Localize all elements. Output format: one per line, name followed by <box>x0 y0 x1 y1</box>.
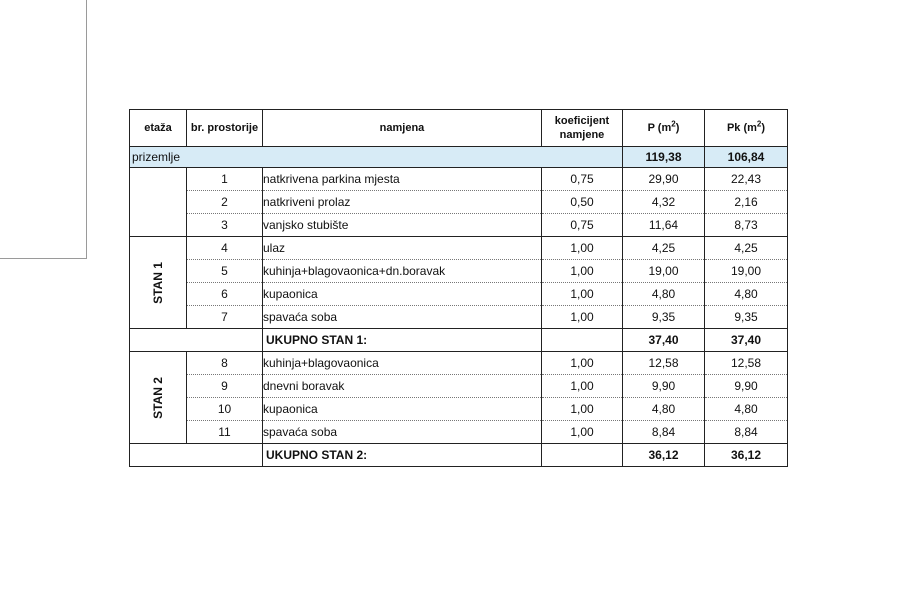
room-area-pk: 12,58 <box>705 352 788 375</box>
room-coefficient: 0,75 <box>542 214 623 237</box>
room-area-pk: 8,84 <box>705 421 788 444</box>
room-number: 7 <box>187 306 263 329</box>
stan2-total-label: UKUPNO STAN 2: <box>263 444 542 467</box>
room-area-p: 9,90 <box>623 375 705 398</box>
stan2-total-p: 36,12 <box>623 444 705 467</box>
room-number: 9 <box>187 375 263 398</box>
header-purpose: namjena <box>263 110 542 147</box>
table-row <box>130 375 788 398</box>
room-coefficient: 1,00 <box>542 306 623 329</box>
room-area-p: 4,32 <box>623 191 705 214</box>
ground-floor-pk: 106,84 <box>705 147 788 168</box>
room-purpose: kuhinja+blagovaonica <box>263 352 542 375</box>
room-coefficient: 1,00 <box>542 352 623 375</box>
room-area-pk: 4,80 <box>705 398 788 421</box>
table-row <box>130 168 788 191</box>
room-area-p: 12,58 <box>623 352 705 375</box>
room-area-pk: 2,16 <box>705 191 788 214</box>
room-area-pk: 8,73 <box>705 214 788 237</box>
area-table <box>129 109 788 467</box>
table-row <box>130 260 788 283</box>
room-number: 5 <box>187 260 263 283</box>
room-area-p: 11,64 <box>623 214 705 237</box>
header-area-pk <box>705 110 788 147</box>
room-area-pk: 9,35 <box>705 306 788 329</box>
header-area-p-close: ) <box>675 122 680 134</box>
ground-floor-label: prizemlje <box>130 147 623 168</box>
room-purpose: spavaća soba <box>263 306 542 329</box>
stan1-total-spacer <box>130 329 263 352</box>
room-coefficient: 1,00 <box>542 398 623 421</box>
room-coefficient: 0,75 <box>542 168 623 191</box>
table-row <box>130 352 788 375</box>
header-coefficient-line2: namjene <box>559 129 605 141</box>
stan1-label: STAN 1 <box>151 261 165 304</box>
header-area-pk-sup: 2 <box>756 119 762 129</box>
room-area-pk: 19,00 <box>705 260 788 283</box>
room-purpose: kupaonica <box>263 283 542 306</box>
header-row <box>130 110 788 147</box>
header-area-p-sup: 2 <box>671 119 676 129</box>
header-area-pk-close: ) <box>761 122 766 134</box>
stan2-total-pk: 36,12 <box>705 444 788 467</box>
room-area-pk: 4,25 <box>705 237 788 260</box>
room-area-p: 29,90 <box>623 168 705 191</box>
room-area-p: 9,35 <box>623 306 705 329</box>
room-purpose: dnevni boravak <box>263 375 542 398</box>
room-area-p: 8,84 <box>623 421 705 444</box>
stan2-total-row <box>130 444 788 467</box>
room-number: 6 <box>187 283 263 306</box>
page-frame-line-vertical <box>86 0 87 258</box>
header-coefficient-line1: koeficijent <box>554 115 610 127</box>
room-number: 10 <box>187 398 263 421</box>
room-coefficient: 1,00 <box>542 375 623 398</box>
header-area-p <box>623 110 705 147</box>
etaza-cell-stan2 <box>130 352 187 444</box>
ground-floor-row <box>130 147 788 168</box>
table-row <box>130 237 788 260</box>
room-coefficient: 1,00 <box>542 421 623 444</box>
room-area-pk: 4,80 <box>705 283 788 306</box>
header-area-p-text: P (m <box>647 122 672 134</box>
room-area-pk: 9,90 <box>705 375 788 398</box>
room-coefficient: 1,00 <box>542 283 623 306</box>
room-purpose: natkrivena parkina mjesta <box>263 168 542 191</box>
room-coefficient: 0,50 <box>542 191 623 214</box>
page-frame-line-horizontal <box>0 258 87 259</box>
room-number: 1 <box>187 168 263 191</box>
room-purpose: vanjsko stubište <box>263 214 542 237</box>
stan1-total-p: 37,40 <box>623 329 705 352</box>
room-number: 3 <box>187 214 263 237</box>
stan1-total-coefficient <box>542 329 623 352</box>
room-number: 8 <box>187 352 263 375</box>
stan2-total-spacer <box>130 444 263 467</box>
room-purpose: spavaća soba <box>263 421 542 444</box>
table-row <box>130 214 788 237</box>
room-area-p: 4,80 <box>623 283 705 306</box>
etaza-cell-stan1 <box>130 237 187 329</box>
room-purpose: kuhinja+blagovaonica+dn.boravak <box>263 260 542 283</box>
header-area-pk-text: Pk (m <box>726 122 757 134</box>
stan2-total-coefficient <box>542 444 623 467</box>
table-row <box>130 421 788 444</box>
table-row <box>130 398 788 421</box>
stan1-total-pk: 37,40 <box>705 329 788 352</box>
ground-floor-p: 119,38 <box>623 147 705 168</box>
room-number: 2 <box>187 191 263 214</box>
table-row <box>130 306 788 329</box>
room-number: 11 <box>187 421 263 444</box>
header-room-number: br. prostorije <box>187 110 263 147</box>
stan2-label: STAN 2 <box>151 376 165 419</box>
stan1-total-label: UKUPNO STAN 1: <box>263 329 542 352</box>
table-row <box>130 283 788 306</box>
room-coefficient: 1,00 <box>542 260 623 283</box>
room-number: 4 <box>187 237 263 260</box>
room-purpose: ulaz <box>263 237 542 260</box>
room-area-pk: 22,43 <box>705 168 788 191</box>
table-row <box>130 191 788 214</box>
etaza-cell-common <box>130 168 187 237</box>
room-purpose: natkriveni prolaz <box>263 191 542 214</box>
stan1-total-row <box>130 329 788 352</box>
room-area-p: 4,80 <box>623 398 705 421</box>
room-coefficient: 1,00 <box>542 237 623 260</box>
room-purpose: kupaonica <box>263 398 542 421</box>
header-coefficient <box>542 110 623 147</box>
room-area-p: 19,00 <box>623 260 705 283</box>
header-etaza: etaža <box>130 110 187 147</box>
room-area-p: 4,25 <box>623 237 705 260</box>
